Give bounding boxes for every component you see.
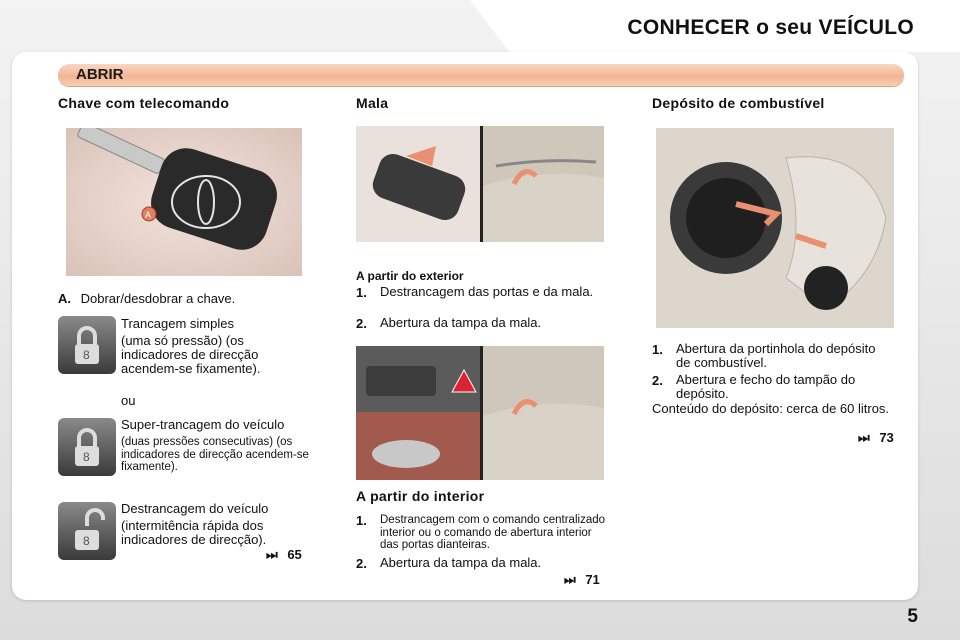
or-label: ou <box>121 393 136 408</box>
superlock-block <box>121 418 313 474</box>
item-a <box>58 292 318 306</box>
page-title: CONHECER o seu VEÍCULO <box>627 16 914 39</box>
section-title: ABRIR <box>76 66 124 83</box>
item-a-label: A. <box>58 291 71 306</box>
superlock-title: Super-trancagem do veículo <box>121 417 285 432</box>
unlock-block <box>121 502 311 547</box>
skip-icon: ⏭ <box>564 572 576 587</box>
svg-text:8: 8 <box>83 534 90 548</box>
skip-icon: ⏭ <box>266 547 278 562</box>
int-item-2: Abertura da tampa da mala. <box>380 555 542 570</box>
lock-block <box>121 317 311 376</box>
ref-link-71[interactable]: ⏭ 71 <box>564 572 600 587</box>
ref-link-73[interactable]: ⏭ 73 <box>858 430 894 445</box>
fuel-cap-photo <box>656 128 894 328</box>
ext-heading: A partir do exterior <box>356 269 464 283</box>
svg-text:8: 8 <box>83 450 90 464</box>
section-bar <box>58 64 904 86</box>
ext-item-1: Destrancagem das portas e da mala. <box>380 284 594 299</box>
fuel-item-1: Abertura da portinhola do depósito de combustível. <box>676 341 876 370</box>
lock-title: Trancagem simples <box>121 316 234 331</box>
fuel-item-2: Abertura e fecho do tampão do depósito. <box>676 372 856 401</box>
unlock-title: Destrancagem do veículo <box>121 501 269 516</box>
int-item-1: Destrancagem com o comando centralizado interior ou o comando de abertura interior das portas dianteiras. <box>380 514 606 551</box>
lock-icon <box>58 316 116 374</box>
skip-icon: ⏭ <box>858 430 870 445</box>
superlock-icon <box>58 418 116 476</box>
unlock-icon <box>58 502 116 560</box>
fuel-capacity: Conteúdo do depósito: cerca de 60 litros. <box>652 401 890 416</box>
unlock-text: (intermitência rápida dos indicadores de direcção). <box>121 518 267 547</box>
trunk-interior-photo <box>356 346 604 480</box>
col3-heading: Depósito de combustível <box>652 95 825 111</box>
key-photo <box>66 128 302 276</box>
item-a-text: Dobrar/desdobrar a chave. <box>80 291 236 306</box>
ext-item-2: Abertura da tampa da mala. <box>380 315 542 330</box>
svg-text:8: 8 <box>83 348 90 362</box>
ref-link-65[interactable]: ⏭ 65 <box>266 547 302 562</box>
trunk-exterior-photo <box>356 126 604 242</box>
int-heading: A partir do interior <box>356 488 485 504</box>
page-number: 5 <box>907 606 918 627</box>
col2-heading: Mala <box>356 95 389 111</box>
col1-heading: Chave com telecomando <box>58 95 230 111</box>
lock-text: (uma só pressão) (os indicadores de direcção acendem-se fixamente). <box>121 333 261 376</box>
superlock-text: (duas pressões consecutivas) (os indicadores de direcção acendem-se fixamente). <box>121 436 309 473</box>
svg-text:A: A <box>145 210 152 220</box>
